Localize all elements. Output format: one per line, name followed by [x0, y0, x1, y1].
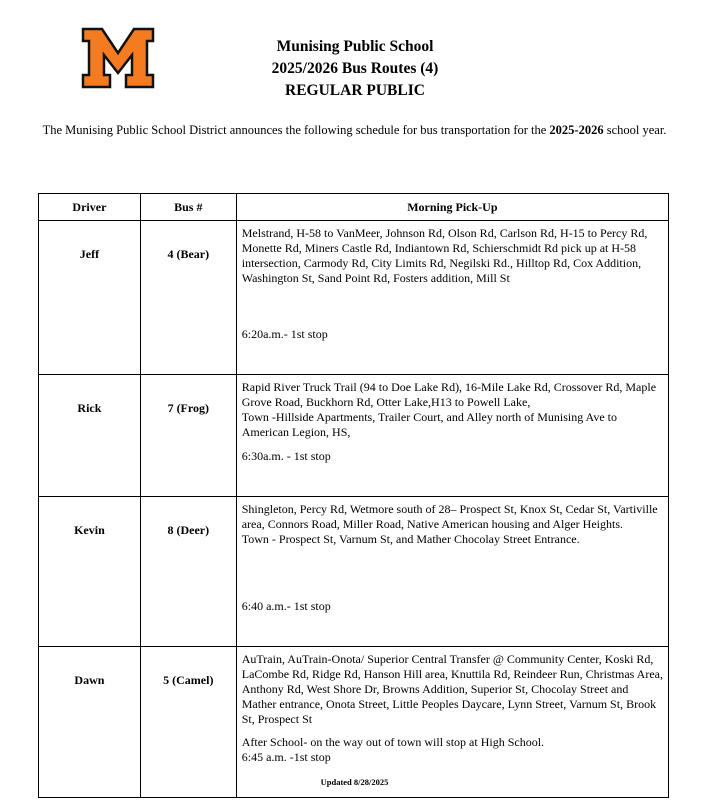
intro-paragraph	[0, 123, 709, 138]
table-row	[39, 647, 669, 798]
bus-cell: 5 (Camel)	[140, 647, 236, 798]
table-row	[39, 375, 669, 497]
school-name: Munising Public School	[276, 38, 434, 55]
school-logo	[80, 27, 156, 89]
route-text: Shingleton, Percy Rd, Wetmore south of 28– Prospect St, Knox St, Cedar St, Vartiville area, Connors Road, Miller Road, Native American housing and Alger Heights.	[241, 502, 658, 531]
driver-cell: Kevin	[39, 497, 141, 647]
bus-cell: 4 (Bear)	[140, 221, 236, 375]
route-text: Melstrand, H-58 to VanMeer, Johnson Rd, Olson Rd, Carlson Rd, H-15 to Percy Rd, Monette Rd, Miners Castle Rd, Indiantown Rd, Schierschmidt Rd pick up at H-58 intersection, Carmody Rd, City Limits Rd, Negilski Rd., Hilltop Rd, Cox Addition, Washington St, Sand Point Rd, Fosters addition, Mill St	[241, 226, 648, 285]
updated-date: Updated 8/28/2025	[320, 777, 389, 787]
header-driver: Driver	[39, 194, 141, 221]
routes-title: 2025/2026 Bus Routes (4)	[271, 60, 439, 77]
driver-cell: Jeff	[39, 221, 141, 375]
header-pickup: Morning Pick-Up	[236, 194, 668, 221]
route-text: Rapid River Truck Trail (94 to Doe Lake Rd), 16-Mile Lake Rd, Crossover Rd, Maple Grove Road, Buckhorn Rd, Otter Lake,H13 to Powell Lake,	[241, 380, 657, 409]
route-town-text: Town -Hillside Apartments, Trailer Court, and Alley north of Munising Ave to American Legion, HS,	[241, 410, 617, 439]
first-stop-time: 6:30a.m. - 1st stop	[241, 449, 331, 463]
bus-routes-table	[38, 193, 669, 798]
pickup-cell	[236, 375, 668, 497]
table-row	[39, 497, 669, 647]
intro-year: 2025-2026	[549, 123, 604, 137]
page-title	[200, 36, 510, 102]
header-bus: Bus #	[140, 194, 236, 221]
driver-cell: Dawn	[39, 647, 141, 798]
table-row	[39, 221, 669, 375]
first-stop-time: 6:45 a.m. -1st stop	[241, 750, 331, 764]
first-stop-time: 6:20a.m.- 1st stop	[241, 327, 328, 341]
route-town-text: Town - Prospect St, Varnum St, and Mather Chocolay Street Entrance.	[241, 532, 580, 546]
pickup-cell	[236, 647, 668, 798]
after-school-note: After School- on the way out of town will stop at High School.	[241, 735, 545, 749]
intro-text: The Munising Public School District announces the following schedule for bus transportation for the	[42, 123, 550, 137]
pickup-cell	[236, 497, 668, 647]
intro-text-end: school year.	[603, 123, 667, 137]
pickup-cell	[236, 221, 668, 375]
driver-cell: Rick	[39, 375, 141, 497]
letter-m-logo-shape	[83, 29, 153, 87]
route-text: AuTrain, AuTrain-Onota/ Superior Central Transfer @ Community Center, Koski Rd, LaCombe Rd, Ridge Rd, Hanson Hill area, Knuttila Rd, Reindeer Run, Christmas Area, Anthony Rd, West Shore Dr, Browns Addition, Superior St, Chocolay Street and Mather entrance, Onota Street, Little Peoples Daycare, Lynn Street, Varnum St, Brook St, Prospect St	[241, 652, 663, 726]
first-stop-time: 6:40 a.m.- 1st stop	[241, 599, 331, 613]
routes-subtitle: REGULAR PUBLIC	[285, 82, 425, 99]
bus-cell: 7 (Frog)	[140, 375, 236, 497]
table-header-row	[39, 194, 669, 221]
bus-cell: 8 (Deer)	[140, 497, 236, 647]
